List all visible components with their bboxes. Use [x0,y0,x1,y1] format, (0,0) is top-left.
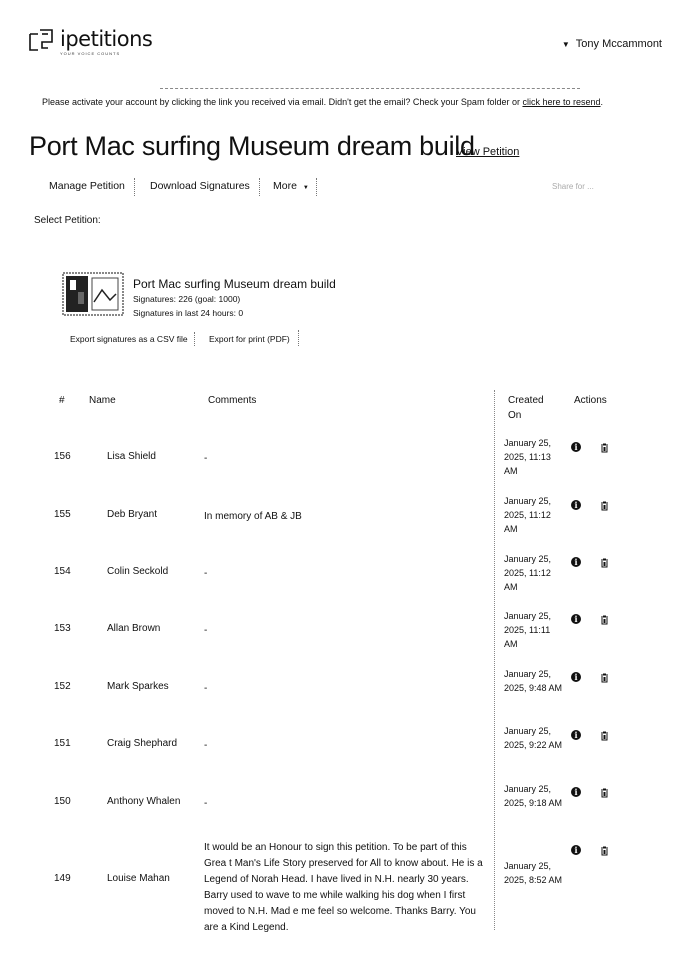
info-circle-icon[interactable]: i [571,614,581,624]
view-petition-link[interactable]: View Petition [456,146,520,158]
ipetitions-logo-icon [28,28,54,54]
row-number: 156 [54,451,71,462]
notice-text: Please activate your account by clicking the link you received via email. Didn't get the email? Check your Spam folder or [42,97,523,107]
menu-divider [316,178,317,196]
signer-name: Louise Mahan [107,873,170,884]
trash-icon[interactable] [600,788,609,798]
trash-icon[interactable] [600,443,609,453]
row-number: 151 [54,738,71,749]
row-number: 149 [54,873,71,884]
signer-name: Mark Sparkes [107,681,169,692]
row-number: 152 [54,681,71,692]
info-circle-icon[interactable]: i [571,557,581,567]
signer-name: Colin Seckold [107,566,169,577]
menu-divider [259,178,260,196]
created-on: January 25, 2025, 8:52 AM [504,861,563,885]
row-number: 154 [54,566,71,577]
trash-icon[interactable] [600,731,609,741]
created-on: January 25, 2025, 9:22 AM [504,726,563,750]
trash-icon[interactable] [600,615,609,625]
created-on: January 25, 2025, 11:11 AM [504,611,552,649]
created-on: January 25, 2025, 9:18 AM [504,784,563,808]
info-circle-icon[interactable]: i [571,730,581,740]
signer-comment: - [204,625,208,636]
export-pdf-link[interactable]: Export for print (PDF) [209,334,290,344]
menu-divider [134,178,135,196]
info-circle-icon[interactable]: i [571,672,581,682]
created-on: January 25, 2025, 11:12 AM [504,496,552,534]
signer-name: Deb Bryant [107,509,158,520]
signer-comment: - [204,798,208,809]
download-signatures-tab[interactable]: Download Signatures [150,180,250,192]
column-header-number: # [59,395,65,406]
signer-comment: - [204,683,208,694]
signer-comment: - [204,568,208,579]
signer-name: Allan Brown [107,623,161,634]
trash-icon[interactable] [600,846,609,856]
trash-icon[interactable] [600,558,609,568]
more-menu[interactable] [273,180,309,192]
export-divider [194,332,195,346]
logo-tagline: YOUR VOICE COUNTS [60,51,121,56]
petition-thumbnail[interactable] [62,272,124,316]
petition-title[interactable]: Port Mac surfing Museum dream build [133,277,336,291]
column-header-actions: Actions [574,395,607,406]
created-on: January 25, 2025, 11:13 AM [504,438,552,476]
signer-name: Lisa Shield [107,451,156,462]
export-csv-link[interactable]: Export signatures as a CSV file [70,334,188,344]
signer-name: Craig Shephard [107,738,178,749]
column-divider [494,390,495,930]
row-number: 155 [54,509,71,520]
header-divider [160,88,580,89]
caret-down-icon: ▼ [302,185,309,191]
signer-comment: - [204,453,208,464]
info-circle-icon[interactable]: i [571,442,581,452]
signer-comment: - [204,740,208,751]
info-circle-icon[interactable]: i [571,500,581,510]
signer-name: Anthony Whalen [107,796,181,807]
logo-text: ipetitions [60,27,153,51]
select-petition-label: Select Petition: [34,215,101,226]
caret-down-icon: ▼ [561,39,570,49]
resend-link[interactable]: click here to resend [522,97,601,107]
notice-tail: . [600,97,604,107]
export-divider [298,330,299,346]
signer-comment: It would be an Honour to sign this petition. To be part of this Grea t Man's Life Story preserved for All to know about. He is a Legend of Norah Head. I have lived in N.H. nearly 30 years. Barry used to wave to me while walking his dog when I first moved to N.H. Mad e me feel so welcome. Thanks Barry. You are a Kind Legend. [204,842,483,933]
signatures-last24: Signatures in last 24 hours: 0 [133,308,244,318]
user-menu[interactable] [562,38,662,50]
activation-notice [42,97,603,107]
user-name: Tony Mccammont [575,38,662,50]
row-number: 150 [54,796,71,807]
column-header-comments: Comments [208,395,257,406]
created-on: January 25, 2025, 9:48 AM [504,669,563,693]
manage-petition-tab[interactable]: Manage Petition [49,180,125,192]
created-on: January 25, 2025, 11:12 AM [504,554,552,592]
trash-icon[interactable] [600,501,609,511]
row-number: 153 [54,623,71,634]
info-circle-icon[interactable]: i [571,845,581,855]
signer-comment: In memory of AB & JB [204,511,302,522]
site-logo[interactable] [28,28,152,56]
page-title: Port Mac surfing Museum dream build [29,131,475,161]
column-header-name: Name [89,395,116,406]
trash-icon[interactable] [600,673,609,683]
signatures-count: Signatures: 226 (goal: 1000) [133,294,241,304]
info-circle-icon[interactable]: i [571,787,581,797]
share-link[interactable]: Share for ... [552,182,594,191]
more-label: More [273,180,297,192]
column-header-created: Created On [508,395,544,421]
